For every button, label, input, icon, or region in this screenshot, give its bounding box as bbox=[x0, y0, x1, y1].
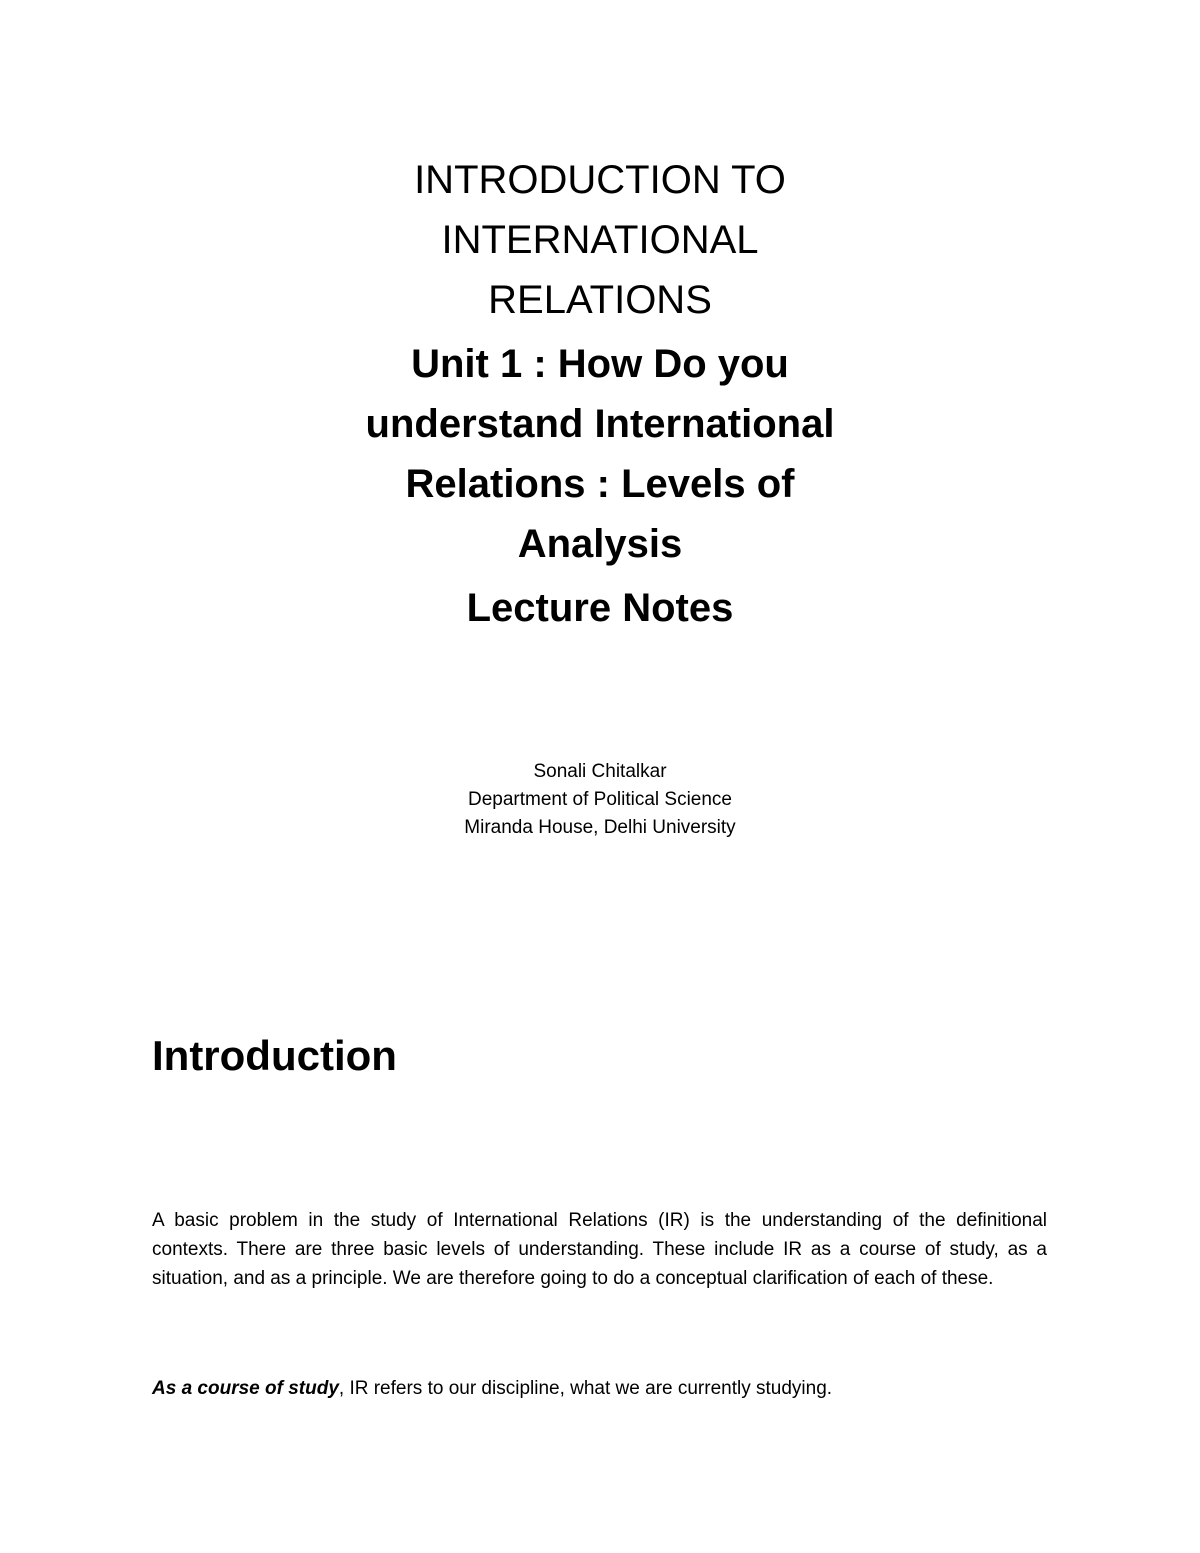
title-line: INTERNATIONAL bbox=[441, 218, 759, 262]
course-of-study-paragraph bbox=[152, 1374, 1047, 1403]
lecture-notes-label: Lecture Notes bbox=[466, 586, 734, 630]
title-line: INTRODUCTION TO bbox=[414, 158, 786, 202]
author-block bbox=[0, 758, 1200, 842]
author-institution: Miranda House, Delhi University bbox=[464, 817, 736, 838]
section-heading: Introduction bbox=[152, 1032, 397, 1079]
unit-title bbox=[0, 334, 1200, 574]
title-block bbox=[0, 150, 1200, 638]
intro-paragraph: A basic problem in the study of International Relations (IR) is the understanding of the definitional contexts. There are three basic levels of understanding. These include IR as a course of study, as a situation, and as a principle. We are therefore going to do a conceptual clarification of each of these. bbox=[152, 1210, 1047, 1289]
document-title bbox=[0, 150, 1200, 330]
unit-title-line: Relations : Levels of bbox=[405, 462, 795, 506]
emphasis-text: As a course of study bbox=[152, 1378, 339, 1399]
author-name: Sonali Chitalkar bbox=[533, 761, 667, 782]
unit-title-line: Analysis bbox=[517, 522, 683, 566]
unit-title-line: Unit 1 : How Do you bbox=[411, 342, 789, 386]
unit-title-line: understand International bbox=[365, 402, 835, 446]
author-department: Department of Political Science bbox=[467, 789, 732, 810]
paragraph-text: , IR refers to our discipline, what we are currently studying. bbox=[338, 1378, 833, 1399]
title-line: RELATIONS bbox=[488, 278, 712, 322]
